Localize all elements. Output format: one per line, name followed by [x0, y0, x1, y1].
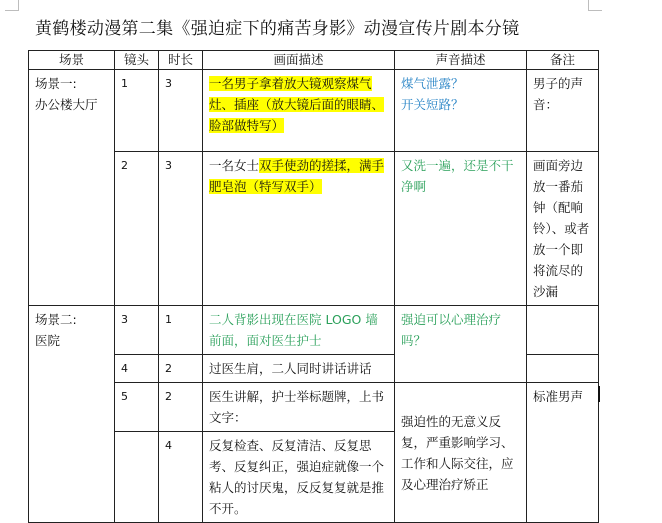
shot-cell: 1	[115, 70, 159, 152]
header-picture: 画面描述	[203, 51, 395, 70]
picture-cell: 过医生肩，二人同时讲话讲话	[203, 355, 395, 383]
scene-cell	[29, 70, 115, 306]
text-cursor	[598, 386, 600, 402]
picture-text: 一名男子拿着放大镜观察煤气灶、插座（放大镜后面的眼睛、脸部做特写）	[209, 76, 385, 133]
page-corner-mark-right	[588, 0, 589, 10]
picture-cell: 反复检查、反复清洁、反复思考、反复纠正，强迫症就像一个粘人的讨厌鬼，反反复复就是推不开。	[203, 432, 395, 523]
sound-cell	[395, 383, 527, 523]
note-cell	[527, 355, 599, 383]
picture-cell	[203, 152, 395, 306]
note-cell: 标准男声	[527, 383, 599, 523]
note-cell: 男子的声音：	[527, 70, 599, 152]
shot-cell	[115, 432, 159, 523]
note-cell: 画面旁边放一番茄钟（配响铃）、或者放一个即将流尽的沙漏	[527, 152, 599, 306]
sound-cell: 强迫可以心理治疗吗？	[395, 306, 527, 383]
page-corner-mark-left-h	[5, 10, 19, 11]
duration-cell: 3	[159, 70, 203, 152]
header-note: 备注	[527, 51, 599, 70]
duration-cell: 2	[159, 383, 203, 432]
header-shot: 镜头	[115, 51, 159, 70]
shot-cell: 3	[115, 306, 159, 355]
table-header-row	[29, 51, 599, 70]
shot-cell: 2	[115, 152, 159, 306]
shot-cell: 5	[115, 383, 159, 432]
storyboard-table	[28, 50, 599, 523]
scene-cell	[29, 306, 115, 523]
table-row	[29, 383, 599, 432]
picture-cell	[203, 70, 395, 152]
table-row	[29, 306, 599, 355]
table-row	[29, 70, 599, 152]
page-corner-mark-left	[18, 0, 19, 10]
sound-cell: 又洗一遍，还是不干净啊	[395, 152, 527, 306]
header-scene: 场景	[29, 51, 115, 70]
scene-2-label: 场景二: 医院	[35, 312, 77, 348]
header-duration: 时长	[159, 51, 203, 70]
scene-1-label: 场景一: 办公楼大厅	[35, 76, 98, 112]
sound-text: 强迫性的无意义反复，严重影响学习、工作和人际交往，应及心理治疗矫正	[401, 413, 514, 492]
table-row	[29, 152, 599, 306]
duration-cell: 4	[159, 432, 203, 523]
picture-cell: 医生讲解，护士举标题牌，上书文字：	[203, 383, 395, 432]
duration-cell: 3	[159, 152, 203, 306]
picture-text-prefix: 一名女士	[209, 158, 260, 173]
note-cell	[527, 306, 599, 355]
picture-cell: 二人背影出现在医院 LOGO 墙前面，面对医生护士	[203, 306, 395, 355]
page-corner-mark-right-h	[588, 10, 602, 11]
picture-text-highlight: 双手使劲的搓揉，满手肥皂泡（特写双手）	[209, 158, 385, 194]
sound-text: 煤气泄露？ 开关短路？	[401, 76, 464, 112]
document-title: 黄鹤楼动漫第二集《强迫症下的痛苦身影》动漫宣传片剧本分镜	[35, 19, 520, 39]
sound-cell	[395, 70, 527, 152]
duration-cell: 2	[159, 355, 203, 383]
duration-cell: 1	[159, 306, 203, 355]
header-sound: 声音描述	[395, 51, 527, 70]
shot-cell: 4	[115, 355, 159, 383]
